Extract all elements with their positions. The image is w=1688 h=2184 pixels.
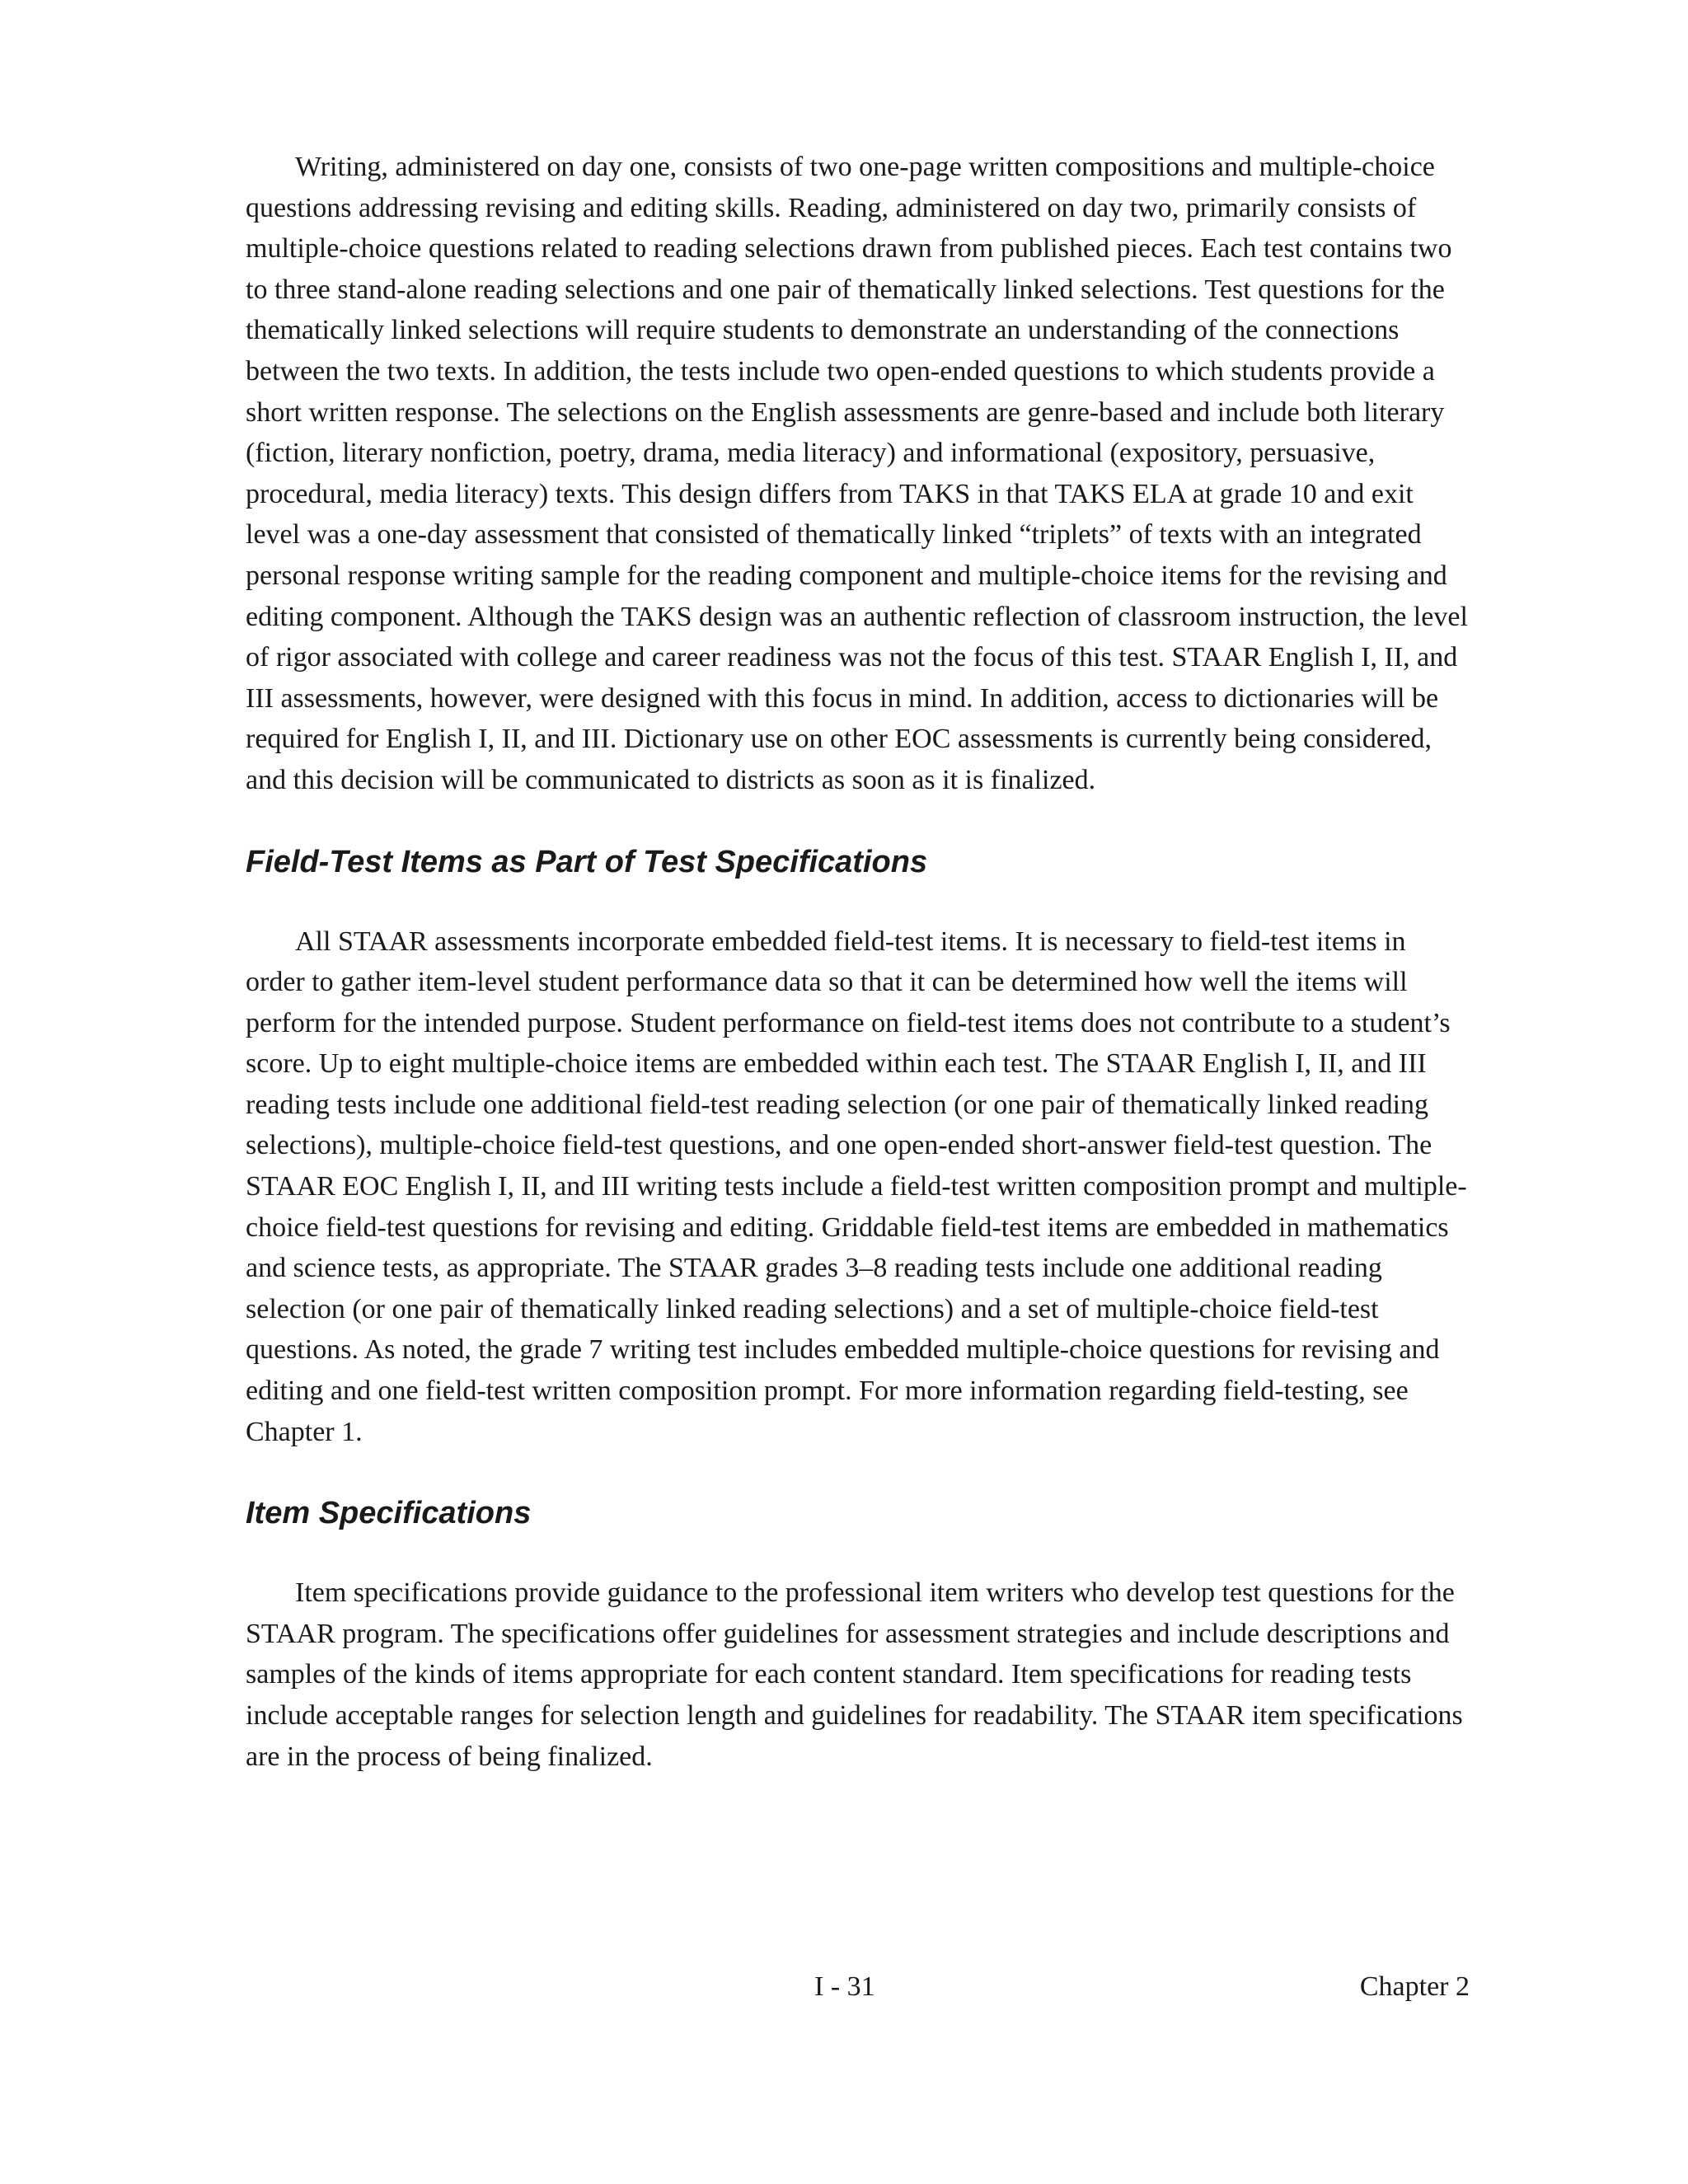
field-test-items-paragraph: All STAAR assessments incorporate embedded field-test items. It is necessary to field-test items in order to gather item-level student performance data so that it can be determined how well the items will perform for the intended purpose. Student performance on field-test items does not contribute to a student’s score. Up to eight multiple-choice items are embedded within each test. The STAAR English I, II, and III reading tests include one additional field-test reading selection (or one pair of thematically linked reading selections), multiple-choice field-test questions, and one open-ended short-answer field-test question. The STAAR EOC English I, II, and III writing tests include a field-test written composition prompt and multiple-choice field-test questions for revising and editing. Griddable field-test items are embedded in mathematics and science tests, as appropriate. The STAAR grades 3–8 reading tests include one additional reading selection (or one pair of thematically linked reading selections) and a set of multiple-choice field-test questions. As noted, the grade 7 writing test includes embedded multiple-choice questions for revising and editing and one field-test written composition prompt. For more information regarding field-testing, see Chapter 1.	[246, 926, 1467, 1447]
section-heading-field-test-items: Field-Test Items as Part of Test Specifications	[246, 844, 928, 879]
page-footer	[246, 1966, 1470, 2008]
chapter-label: Chapter 2	[1359, 1971, 1470, 2002]
section-heading-item-specifications: Item Specifications	[246, 1496, 532, 1531]
page-content	[246, 147, 1470, 1777]
item-specifications-paragraph: Item specifications provide guidance to the professional item writers who develop test questions for the STAAR program. The specifications offer guidelines for assessment strategies and include descriptions and samples of the kinds of items appropriate for each content standard. Item specifications for reading tests include acceptable ranges for selection length and guidelines for readability. The STAAR item specifications are in the process of being finalized.	[246, 1577, 1463, 1772]
intro-paragraph: Writing, administered on day one, consists of two one-page written compositions and multiple-choice questions addressing revising and editing skills. Reading, administered on day two, primarily consists of multiple-choice questions related to reading selections drawn from published pieces. Each test contains two to three stand-alone reading selections and one pair of thematically linked selections. Test questions for the thematically linked selections will require students to demonstrate an understanding of the connections between the two texts. In addition, the tests include two open-ended questions to which students provide a short written response. The selections on the English assessments are genre-based and include both literary (fiction, literary nonfiction, poetry, drama, media literacy) and informational (expository, persuasive, procedural, media literacy) texts. This design differs from TAKS in that TAKS ELA at grade 10 and exit level was a one-day assessment that consisted of thematically linked “triplets” of texts with an integrated personal response writing sample for the reading component and multiple-choice items for the revising and editing component. Although the TAKS design was an authentic reflection of classroom instruction, the level of rigor associated with college and career readiness was not the focus of this test. STAAR English I, II, and III assessments, however, were designed with this focus in mind. In addition, access to dictionaries will be required for English I, II, and III. Dictionary use on other EOC assessments is currently being considered, and this decision will be communicated to districts as soon as it is finalized.	[246, 152, 1468, 795]
page-number: I - 31	[814, 1971, 875, 2002]
